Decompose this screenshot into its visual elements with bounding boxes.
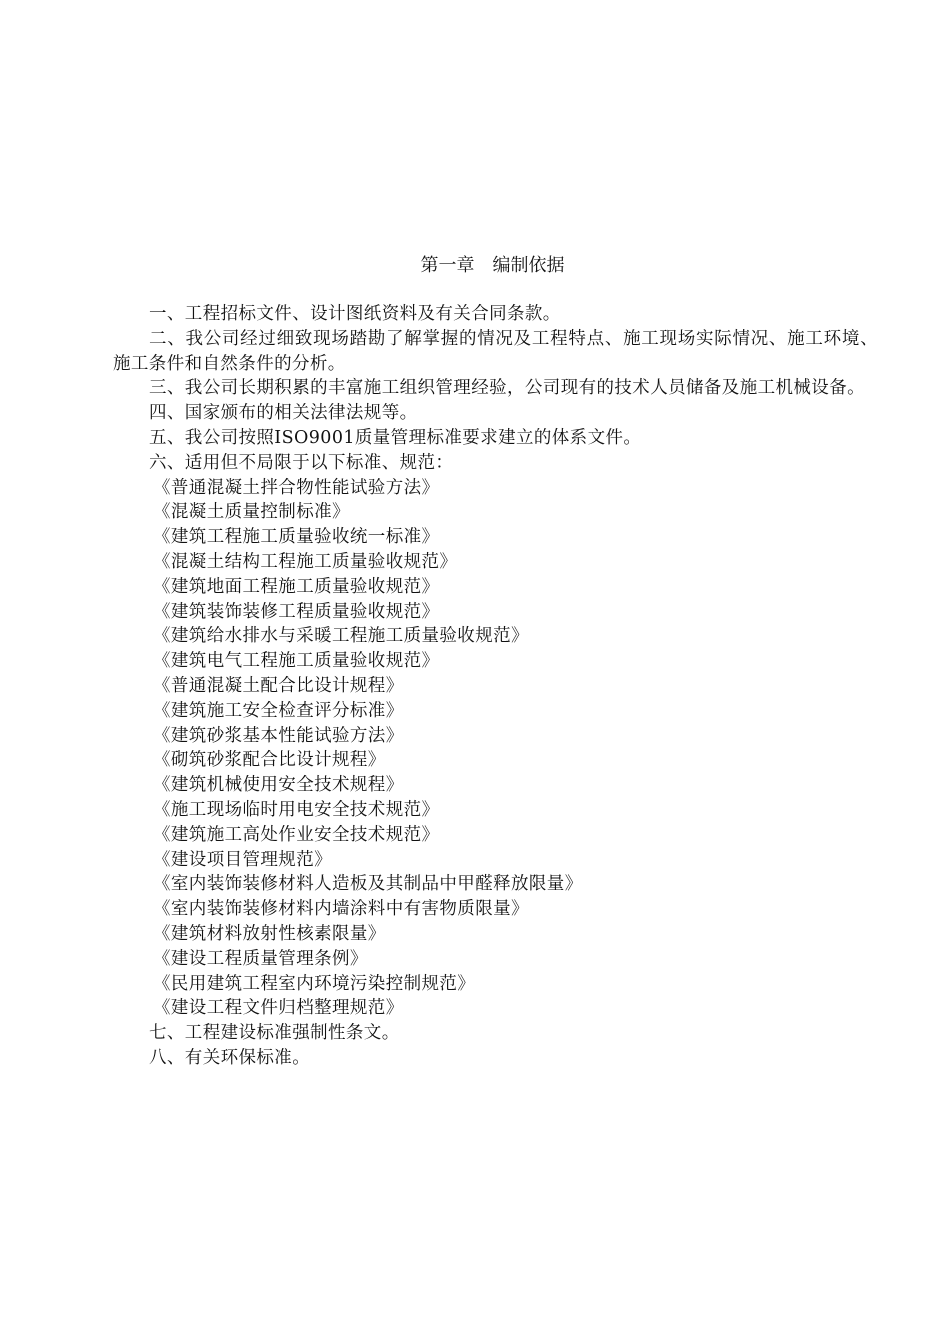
paragraph-item: 五、我公司按照ISO9001质量管理标准要求建立的体系文件。 — [149, 427, 642, 448]
standard-item: 《建筑给水排水与采暖工程施工质量验收规范》 — [153, 626, 529, 647]
standard-item: 《混凝土质量控制标准》 — [153, 502, 350, 523]
standard-item: 《施工现场临时用电安全技术规范》 — [153, 799, 440, 820]
paragraph-item: 六、适用但不局限于以下标准、规范： — [149, 452, 454, 473]
standard-item: 《混凝土结构工程施工质量验收规范》 — [153, 551, 458, 572]
standard-item: 《普通混凝土拌合物性能试验方法》 — [153, 477, 440, 498]
paragraph-item: 四、国家颁布的相关法律法规等。 — [149, 403, 418, 424]
standard-item: 《建设工程质量管理条例》 — [153, 948, 368, 969]
document-body — [113, 302, 878, 1071]
paragraph-item: 一、工程招标文件、设计图纸资料及有关合同条款。 — [149, 304, 561, 324]
standard-item: 《建筑地面工程施工质量验收规范》 — [153, 576, 440, 597]
standard-item: 《建设工程文件归档整理规范》 — [153, 998, 404, 1019]
standard-item: 《建筑材料放射性核素限量》 — [153, 923, 386, 944]
standard-item: 《建筑工程施工质量验收统一标准》 — [153, 527, 440, 548]
paragraph-item: 二、我公司经过细致现场踏勘了解掌握的情况及工程特点、施工现场实际情况、施工环境、施工条件和自然条件的分析。 — [113, 328, 878, 374]
standard-item: 《建筑电气工程施工质量验收规范》 — [153, 651, 440, 672]
standard-item: 《室内装饰装修材料内墙涂料中有害物质限量》 — [153, 899, 529, 920]
paragraph-item: 八、有关环保标准。 — [149, 1047, 311, 1068]
chapter-title: 第一章 编制依据 — [420, 255, 565, 276]
standard-item: 《建筑机械使用安全技术规程》 — [153, 775, 404, 796]
standard-item: 《民用建筑工程室内环境污染控制规范》 — [153, 973, 476, 994]
standard-item: 《建设项目管理规范》 — [153, 849, 332, 870]
standard-item: 《建筑装饰装修工程质量验收规范》 — [153, 601, 440, 622]
standard-item: 《室内装饰装修材料人造板及其制品中甲醛释放限量》 — [153, 874, 583, 895]
paragraph-item: 七、工程建设标准强制性条文。 — [149, 1023, 400, 1044]
standard-item: 《建筑施工安全检查评分标准》 — [153, 700, 404, 721]
standards-list — [113, 476, 878, 1022]
standard-item: 《建筑施工高处作业安全技术规范》 — [153, 824, 440, 845]
standard-item: 《普通混凝土配合比设计规程》 — [153, 675, 404, 696]
standard-item: 《建筑砂浆基本性能试验方法》 — [153, 725, 404, 746]
paragraph-item: 三、我公司长期积累的丰富施工组织管理经验，公司现有的技术人员储备及施工机械设备。 — [149, 378, 865, 399]
standard-item: 《砌筑砂浆配合比设计规程》 — [153, 750, 386, 771]
